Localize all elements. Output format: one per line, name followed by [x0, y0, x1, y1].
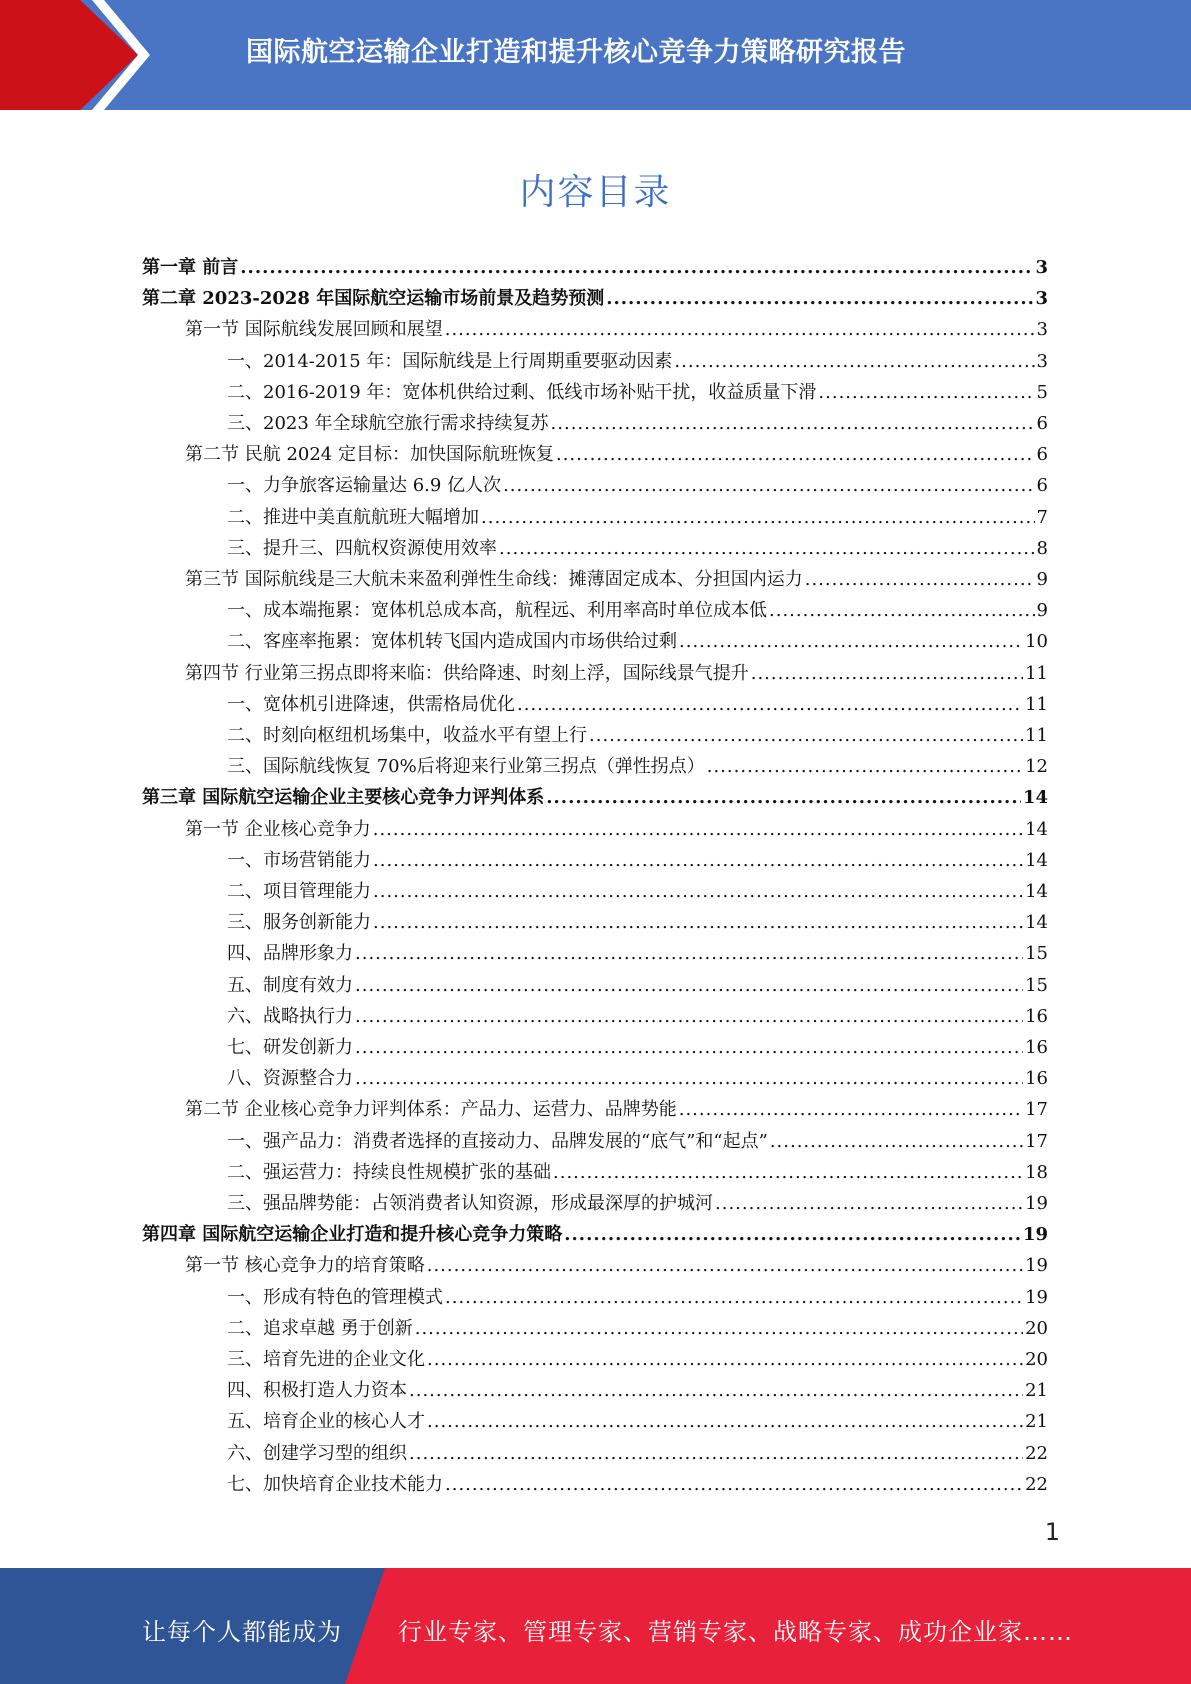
toc-dot-leader	[707, 756, 1023, 777]
toc-entry[interactable]	[227, 1345, 1048, 1376]
toc-entry-page: 19	[1025, 1286, 1048, 1308]
toc-entry-page: 15	[1025, 974, 1048, 996]
toc-entry-label: 三、培育先进的企业文化	[227, 1349, 425, 1370]
toc-entry-page: 10	[1025, 631, 1048, 653]
toc-dot-leader	[355, 975, 1023, 996]
toc-entry[interactable]	[185, 1095, 1048, 1126]
toc-entry-label: 三、2023 年全球航空旅行需求持续复苏	[227, 413, 549, 434]
toc-dot-leader	[674, 351, 1034, 372]
toc-entry[interactable]	[227, 1407, 1048, 1438]
toc-dot-leader	[445, 1474, 1023, 1495]
toc-entry[interactable]	[227, 534, 1048, 565]
toc-entry-label: 七、研发创新力	[227, 1037, 353, 1058]
toc-entry-label: 三、国际航线恢复 70%后将迎来行业第三拐点（弹性拐点）	[227, 756, 705, 778]
toc-entry[interactable]	[185, 659, 1048, 690]
toc-dot-leader	[679, 631, 1023, 652]
toc-dot-leader	[589, 725, 1023, 746]
toc-dot-leader	[770, 1131, 1023, 1152]
toc-entry-page: 7	[1036, 506, 1048, 528]
toc-entry[interactable]	[227, 1002, 1048, 1033]
toc-entry[interactable]	[227, 1127, 1048, 1158]
toc-entry-label: 一、强产品力：消费者选择的直接动力、品牌发展的“底气”和“起点”	[227, 1130, 768, 1152]
toc-dot-leader	[240, 257, 1033, 278]
toc-entry-page: 21	[1025, 1380, 1048, 1402]
toc-entry-page: 14	[1025, 912, 1048, 934]
toc-dot-leader	[445, 1287, 1023, 1308]
toc-entry-label: 二、客座率拖累：宽体机转飞国内造成国内市场供给过剩	[227, 631, 677, 653]
toc-dot-leader	[556, 444, 1035, 465]
toc-entry-label: 第一章 前言	[142, 257, 239, 278]
toc-entry-label: 四、品牌形象力	[227, 943, 353, 965]
toc-entry[interactable]	[185, 440, 1048, 471]
toc-entry[interactable]	[227, 939, 1048, 970]
toc-dot-leader	[355, 943, 1023, 964]
toc-dot-leader	[499, 538, 1035, 559]
toc-entry-page: 14	[1022, 787, 1048, 809]
toc-entry-page: 6	[1036, 475, 1048, 497]
toc-entry-label: 五、培育企业的核心人才	[227, 1411, 425, 1433]
toc-entry-page: 22	[1025, 1473, 1048, 1495]
toc-dot-leader	[551, 413, 1035, 434]
toc-entry[interactable]	[227, 627, 1048, 658]
toc-entry[interactable]	[227, 596, 1048, 627]
toc-dot-leader	[373, 881, 1023, 902]
toc-entry-label: 六、战略执行力	[227, 1005, 353, 1027]
toc-entry[interactable]	[227, 409, 1048, 440]
toc-entry[interactable]	[227, 752, 1048, 783]
toc-entry[interactable]	[227, 1439, 1048, 1470]
toc-dot-leader	[546, 787, 1021, 808]
toc-entry-page: 14	[1025, 881, 1048, 902]
toc-entry-label: 一、市场营销能力	[227, 849, 371, 871]
toc-entry-label: 第三章 国际航空运输企业主要核心竞争力评判体系	[142, 787, 545, 809]
toc-entry-label: 四、积极打造人力资本	[227, 1380, 407, 1402]
toc-entry-label: 三、提升三、四航权资源使用效率	[227, 537, 497, 559]
toc-dot-leader	[679, 1099, 1023, 1120]
toc-entry-page: 3	[1035, 288, 1048, 310]
toc-entry-page: 8	[1036, 537, 1048, 559]
toc-dot-leader	[751, 663, 1023, 684]
toc-dot-leader	[769, 600, 1035, 621]
toc-entry-page: 19	[1025, 1193, 1048, 1214]
toc-entry-page: 3	[1036, 350, 1048, 372]
toc-entry[interactable]	[227, 1283, 1048, 1314]
report-title: 国际航空运输企业打造和提升核心竞争力策略研究报告	[246, 37, 906, 68]
toc-entry-label: 八、资源整合力	[227, 1068, 353, 1090]
toc-entry-page: 12	[1025, 756, 1048, 778]
toc-dot-leader	[517, 694, 1023, 715]
toc-dot-leader	[373, 819, 1023, 840]
toc-entry-page: 22	[1025, 1442, 1048, 1464]
toc-entry-page: 9	[1036, 600, 1048, 622]
toc-entry-label: 第四章 国际航空运输企业打造和提升核心竞争力策略	[142, 1224, 563, 1246]
toc-entry-label: 二、推进中美直航航班大幅增加	[227, 506, 479, 528]
toc-dot-leader	[445, 319, 1035, 340]
toc-dot-leader	[355, 1068, 1023, 1089]
toc-dot-leader	[373, 850, 1023, 871]
toc-entry[interactable]	[227, 1189, 1048, 1220]
toc-entry-label: 一、形成有特色的管理模式	[227, 1286, 443, 1308]
toc-entry-label: 五、制度有效力	[227, 974, 353, 996]
toc-entry-label: 第四节 行业第三拐点即将来临：供给降速、时刻上浮，国际线景气提升	[185, 662, 749, 684]
toc-entry-label: 二、2016-2019 年：宽体机供给过剩、低线市场补贴干扰，收益质量下滑	[227, 381, 817, 403]
toc-entry-page: 11	[1025, 662, 1048, 684]
toc-entry-page: 16	[1025, 1037, 1048, 1058]
toc-entry-page: 17	[1025, 1130, 1048, 1152]
toc-entry-label: 二、强运营力：持续良性规模扩张的基础	[227, 1161, 551, 1183]
toc-entry-label: 第二章 2023-2028 年国际航空运输市场前景及趋势预测	[142, 288, 605, 310]
toc-entry-page: 20	[1025, 1317, 1048, 1339]
toc-entry-page: 19	[1025, 1255, 1048, 1277]
toc-entry[interactable]	[227, 503, 1048, 534]
toc-entry-page: 17	[1025, 1099, 1048, 1121]
toc-entry-label: 二、项目管理能力	[227, 881, 371, 902]
toc-entry-label: 七、加快培育企业技术能力	[227, 1473, 443, 1495]
toc-entry-label: 二、追求卓越 勇于创新	[227, 1317, 413, 1339]
toc-entry[interactable]	[227, 1158, 1048, 1189]
toc-entry[interactable]	[227, 471, 1048, 502]
toc-dot-leader	[415, 1318, 1023, 1339]
toc-entry[interactable]	[185, 815, 1048, 846]
toc-dot-leader	[503, 475, 1034, 496]
toc-dot-leader	[715, 1193, 1023, 1214]
toc-entry[interactable]	[185, 315, 1048, 346]
toc-entry-page: 11	[1025, 725, 1048, 746]
toc-entry-label: 六、创建学习型的组织	[227, 1442, 407, 1464]
toc-dot-leader	[355, 1037, 1023, 1058]
toc-dot-leader	[427, 1411, 1023, 1432]
toc-entry-label: 第一节 国际航线发展回顾和展望	[185, 319, 443, 341]
toc-entry-label: 三、服务创新能力	[227, 912, 371, 934]
toc-entry-page: 18	[1025, 1161, 1048, 1183]
toc-entry[interactable]	[142, 253, 1048, 284]
toc-entry-page: 20	[1025, 1349, 1048, 1370]
toc-dot-leader	[553, 1162, 1023, 1183]
toc-entry-label: 三、强品牌势能：占领消费者认知资源，形成最深厚的护城河	[227, 1193, 713, 1214]
toc-entry[interactable]	[227, 846, 1048, 877]
toc-entry[interactable]	[142, 1220, 1048, 1251]
toc-entry-label: 二、时刻向枢纽机场集中，收益水平有望上行	[227, 725, 587, 746]
toc-entry[interactable]	[227, 1470, 1048, 1501]
toc-entry-page: 11	[1025, 693, 1048, 715]
toc-entry[interactable]	[227, 1376, 1048, 1407]
toc-entry-label: 第二节 企业核心竞争力评判体系：产品力、运营力、品牌势能	[185, 1099, 677, 1121]
toc-entry-label: 一、宽体机引进降速，供需格局优化	[227, 693, 515, 715]
toc-entry[interactable]	[227, 1064, 1048, 1095]
toc-dot-leader	[818, 382, 1034, 403]
toc-entry[interactable]	[227, 971, 1048, 1002]
toc-dot-leader	[427, 1349, 1023, 1370]
toc-entry-label: 第三节 国际航线是三大航未来盈利弹性生命线：摊薄固定成本、分担国内运力	[185, 569, 803, 590]
toc-entry[interactable]	[227, 721, 1048, 752]
toc-heading: 内容目录	[519, 172, 672, 213]
toc-entry-page: 16	[1025, 1005, 1048, 1027]
toc-dot-leader	[355, 1006, 1023, 1027]
toc-entry[interactable]	[185, 1251, 1048, 1282]
toc-entry-page: 3	[1036, 319, 1048, 341]
toc-dot-leader	[409, 1380, 1023, 1401]
toc-dot-leader	[373, 912, 1023, 933]
toc-entry-page: 5	[1036, 381, 1048, 403]
toc-entry[interactable]	[227, 347, 1048, 378]
toc-entry-page: 6	[1036, 444, 1048, 466]
toc-entry-label: 一、成本端拖累：宽体机总成本高，航程远、利用率高时单位成本低	[227, 600, 767, 622]
toc-entry-label: 第二节 民航 2024 定目标：加快国际航班恢复	[185, 444, 554, 466]
toc-entry-page: 16	[1025, 1068, 1048, 1090]
toc-entry[interactable]	[227, 1033, 1048, 1064]
toc-entry-page: 21	[1025, 1411, 1048, 1433]
toc-entry[interactable]	[227, 1314, 1048, 1345]
toc-entry[interactable]	[142, 284, 1048, 315]
toc-entry-label: 第一节 核心竞争力的培育策略	[185, 1255, 425, 1277]
toc-entry-label: 第一节 企业核心竞争力	[185, 818, 371, 840]
toc-dot-leader	[427, 1255, 1023, 1276]
page-number: 1	[1044, 1518, 1060, 1546]
toc-entry[interactable]	[227, 690, 1048, 721]
toc-entry-label: 一、力争旅客运输量达 6.9 亿人次	[227, 475, 502, 497]
toc-entry-page: 3	[1035, 257, 1048, 278]
toc-entry[interactable]	[185, 565, 1048, 596]
toc-dot-leader	[409, 1443, 1023, 1464]
toc-entry-page: 14	[1025, 849, 1048, 871]
toc-entry[interactable]	[227, 877, 1048, 908]
footer-slogan-left: 让每个人都能成为	[142, 1618, 342, 1646]
toc-entry[interactable]	[227, 908, 1048, 939]
toc-dot-leader	[481, 507, 1035, 528]
toc-dot-leader	[606, 288, 1033, 309]
toc-dot-leader	[805, 569, 1035, 590]
toc-entry-label: 一、2014-2015 年：国际航线是上行周期重要驱动因素	[227, 350, 673, 372]
toc-entry-page: 19	[1022, 1224, 1048, 1246]
toc-entry-page: 6	[1036, 413, 1048, 434]
page-footer	[0, 1568, 1191, 1684]
footer-slogan-right: 行业专家、管理专家、营销专家、战略专家、成功企业家……	[398, 1618, 1073, 1646]
toc-entry-page: 15	[1025, 943, 1048, 965]
toc-entry[interactable]	[227, 378, 1048, 409]
toc-entry-page: 14	[1025, 818, 1048, 840]
toc-entry-page: 9	[1036, 569, 1048, 590]
toc-dot-leader	[564, 1224, 1021, 1245]
page-header	[0, 0, 1191, 110]
toc-entry[interactable]	[142, 783, 1048, 814]
